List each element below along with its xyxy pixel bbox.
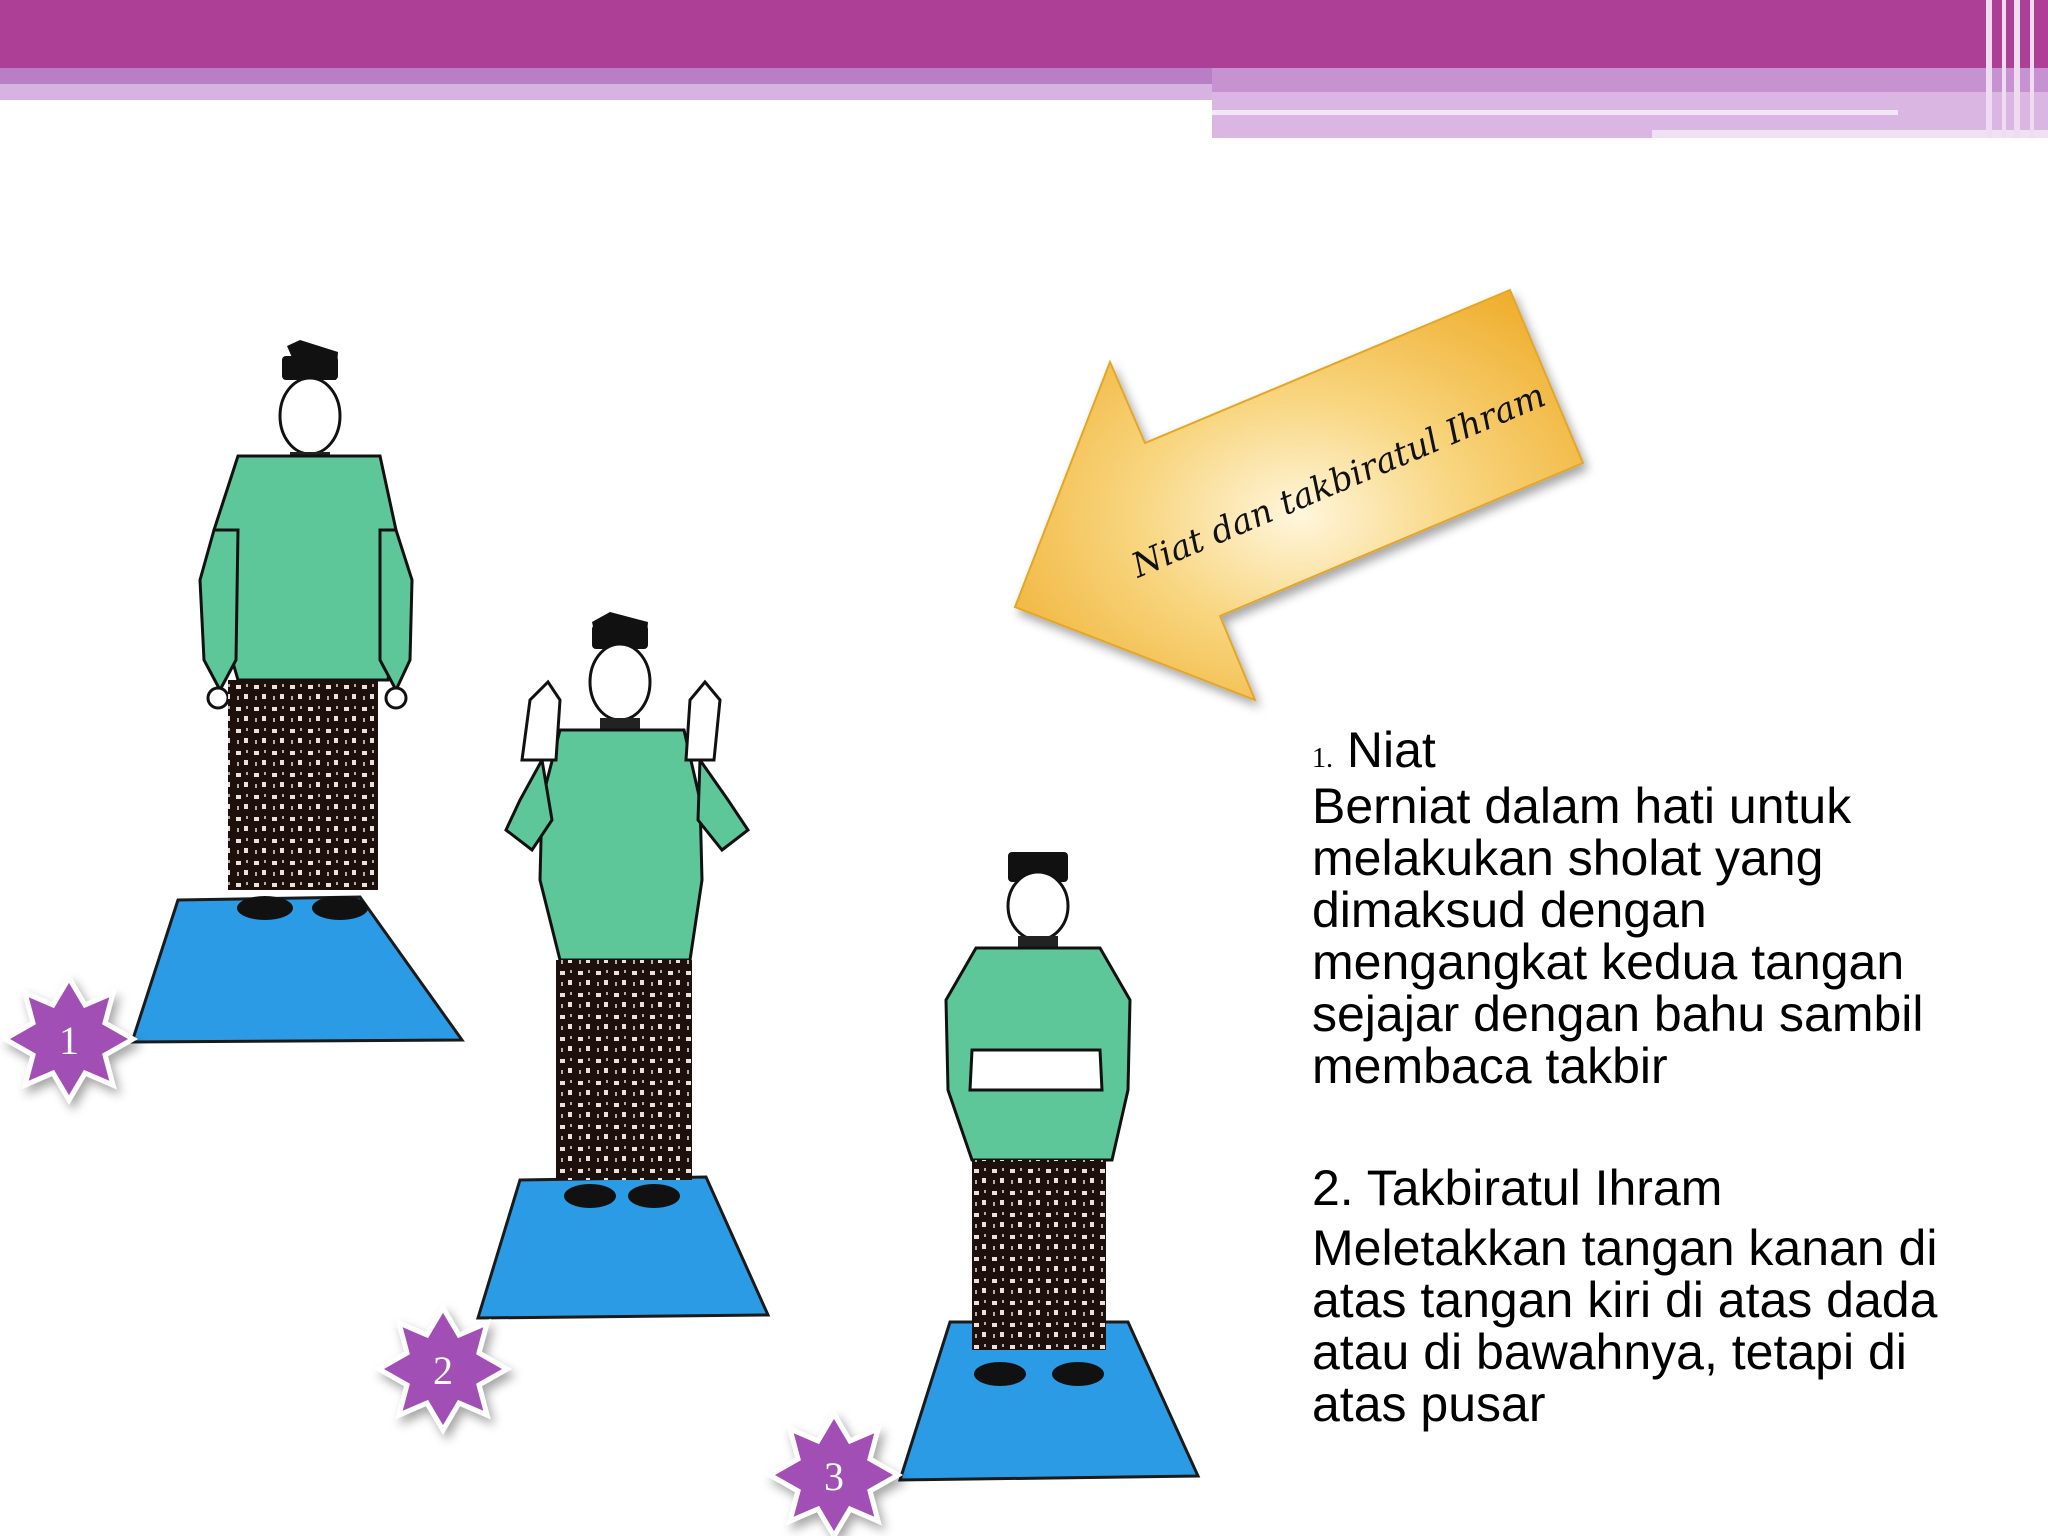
step-number-1: 1 [59,1018,79,1064]
step-number-2: 2 [433,1348,453,1394]
body-line: atas tangan kiri di atas dada [1312,1272,1938,1328]
step-number-3: 3 [824,1454,844,1500]
body-line: membaca takbir [1312,1038,1668,1094]
section-1-number: 1. [1312,743,1333,774]
figure-standing [132,340,462,1042]
figure-hands-folded [900,852,1198,1480]
body-line: atas pusar [1312,1376,1546,1432]
section-2-heading: 2. Takbiratul Ihram [1312,1160,1723,1216]
body-line: Meletakkan tangan kanan di [1312,1220,1938,1276]
section-1-title: Niat [1346,722,1436,778]
body-line: Berniat dalam hati untuk [1312,778,1852,834]
section-1-body [1312,780,2032,1092]
body-line: sejajar dengan bahu sambil [1312,986,1924,1042]
body-line: atau di bawahnya, tetapi di [1312,1324,1907,1380]
body-line: dimaksud dengan [1312,882,1707,938]
arrow-label: Niat dan takbiratul Ihram [1125,375,1552,587]
section-2-body [1312,1222,2032,1430]
body-line: melakukan sholat yang [1312,830,1824,886]
body-line: mengangkat kedua tangan [1312,934,1905,990]
figure-hands-raised [478,612,768,1318]
